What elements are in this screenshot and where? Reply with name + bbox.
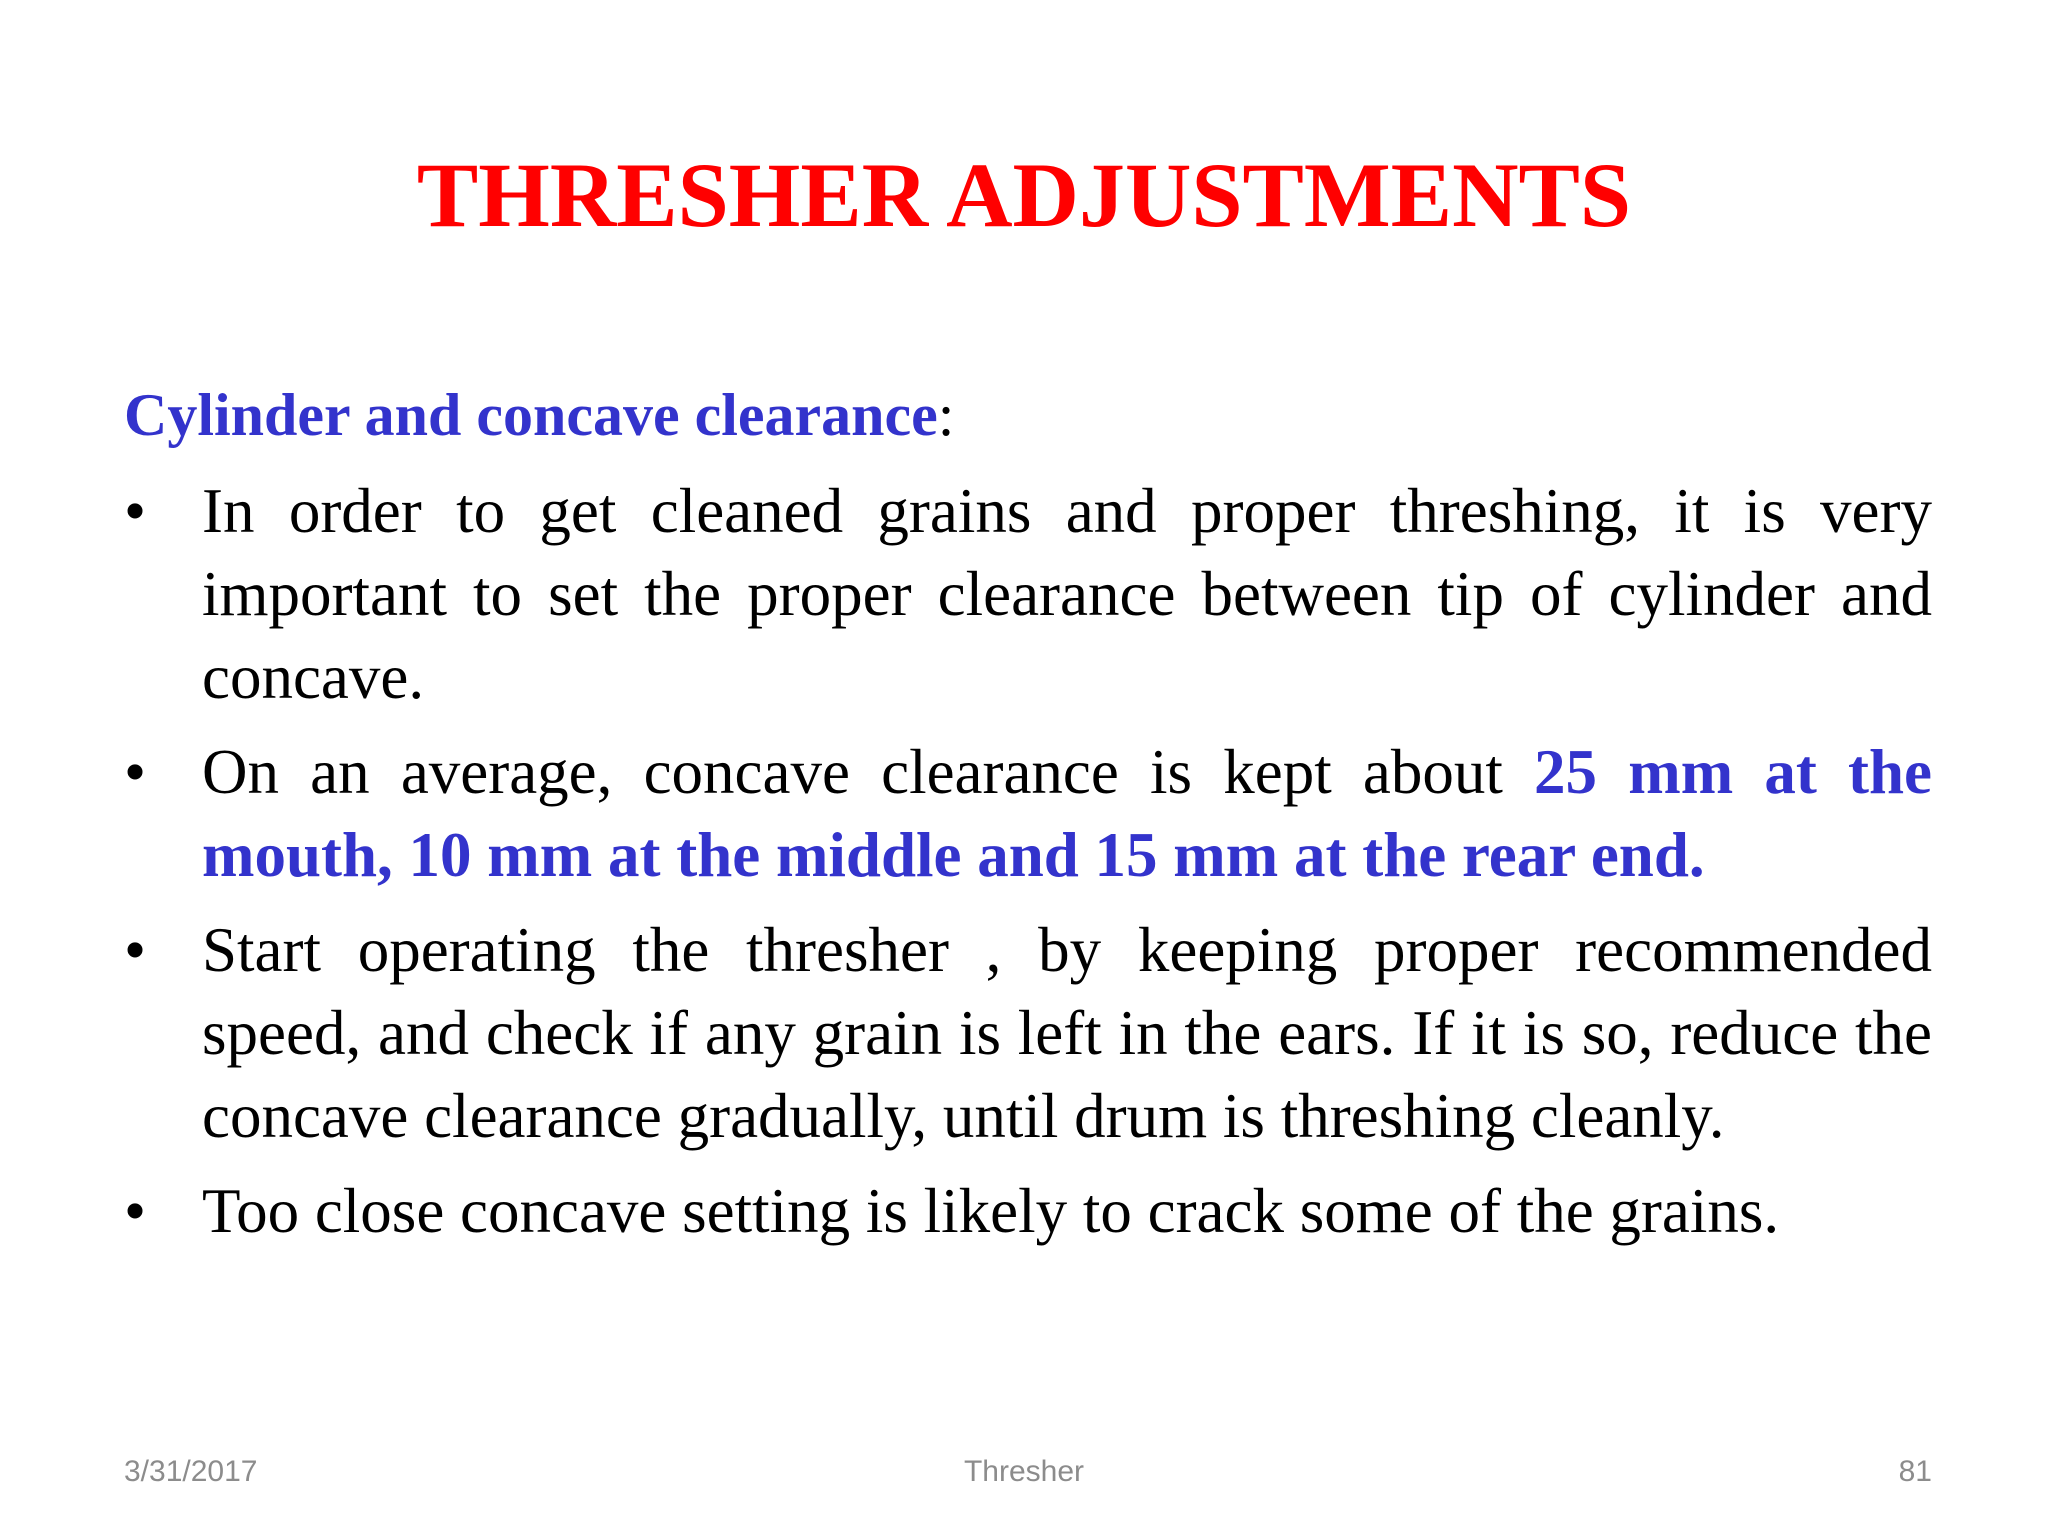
bullet-item [124, 909, 1932, 1158]
bullet-icon: • [124, 737, 147, 807]
section-heading-colon: : [937, 382, 955, 448]
slide-title: THRESHER ADJUSTMENTS [416, 144, 1632, 246]
bullet-text: Too close concave setting is likely to crack some of the grains. [202, 1176, 1780, 1246]
bullet-icon: • [124, 1176, 147, 1246]
bullet-icon: • [124, 915, 147, 985]
footer-title: Thresher [963, 1455, 1085, 1488]
section-heading [124, 374, 954, 456]
footer-page-number: 81 [1898, 1455, 1932, 1488]
bullet-highlight: 25 mm at the mouth, 10 mm at the middle and 15 mm at the rear end. [202, 737, 1932, 890]
bullet-text: Start operating the thresher , by keeping proper recommended speed, and check if any grain is left in the ears. If it is so, reduce the concave clearance gradually, until drum is threshing cleanly. [202, 915, 1932, 1151]
bullet-item [124, 1170, 1932, 1253]
section-heading-label: Cylinder and concave clearance [124, 382, 938, 448]
bullet-text: In order to get cleaned grains and proper threshing, it is very important to set the proper clearance between tip of cylinder and concave. [202, 476, 1932, 712]
footer-date: 3/31/2017 [124, 1455, 258, 1488]
bullet-list [124, 470, 1932, 1265]
bullet-item [124, 731, 1932, 897]
bullet-text: On an average, concave clearance is kept about [202, 737, 1535, 807]
bullet-item [124, 470, 1932, 719]
bullet-icon: • [124, 476, 147, 546]
